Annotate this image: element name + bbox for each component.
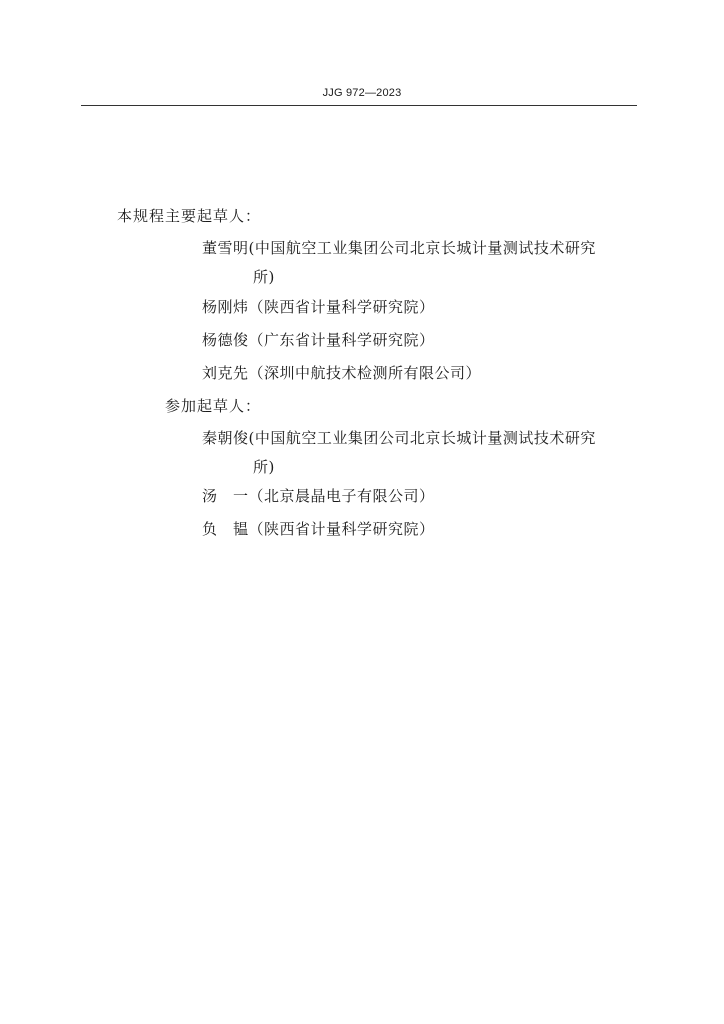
drafter-entry: [202, 330, 642, 350]
drafter-entry-line: 董雪明(中国航空工业集团公司北京长城计量测试技术研究: [202, 239, 596, 257]
drafter-entry: [202, 486, 642, 506]
drafter-entry-continuation: 所): [253, 268, 275, 286]
participating-drafters-heading: 参加起草人：: [165, 397, 262, 415]
drafter-entry: [202, 428, 642, 477]
drafter-entry: [202, 238, 642, 287]
standard-code: JJG 972—2023: [322, 87, 402, 99]
drafter-entry: [202, 363, 642, 383]
drafter-entry-line: 刘克先（深圳中航技术检测所有限公司）: [202, 364, 482, 382]
drafter-entry: [202, 297, 642, 317]
header-divider: [81, 105, 637, 106]
drafter-entry-line: 汤 一（北京晨晶电子有限公司）: [202, 487, 435, 505]
drafter-entry-line: 负 韫（陕西省计量科学研究院）: [202, 520, 435, 538]
drafter-entry-line: 秦朝俊(中国航空工业集团公司北京长城计量测试技术研究: [202, 429, 596, 447]
drafter-entry-line: 杨刚炜（陕西省计量科学研究院）: [202, 298, 435, 316]
drafter-entry: [202, 519, 642, 539]
drafter-entry-continuation: 所): [253, 458, 275, 476]
drafter-entry-line: 杨德俊（广东省计量科学研究院）: [202, 331, 435, 349]
main-drafters-heading: 本规程主要起草人：: [117, 207, 262, 225]
